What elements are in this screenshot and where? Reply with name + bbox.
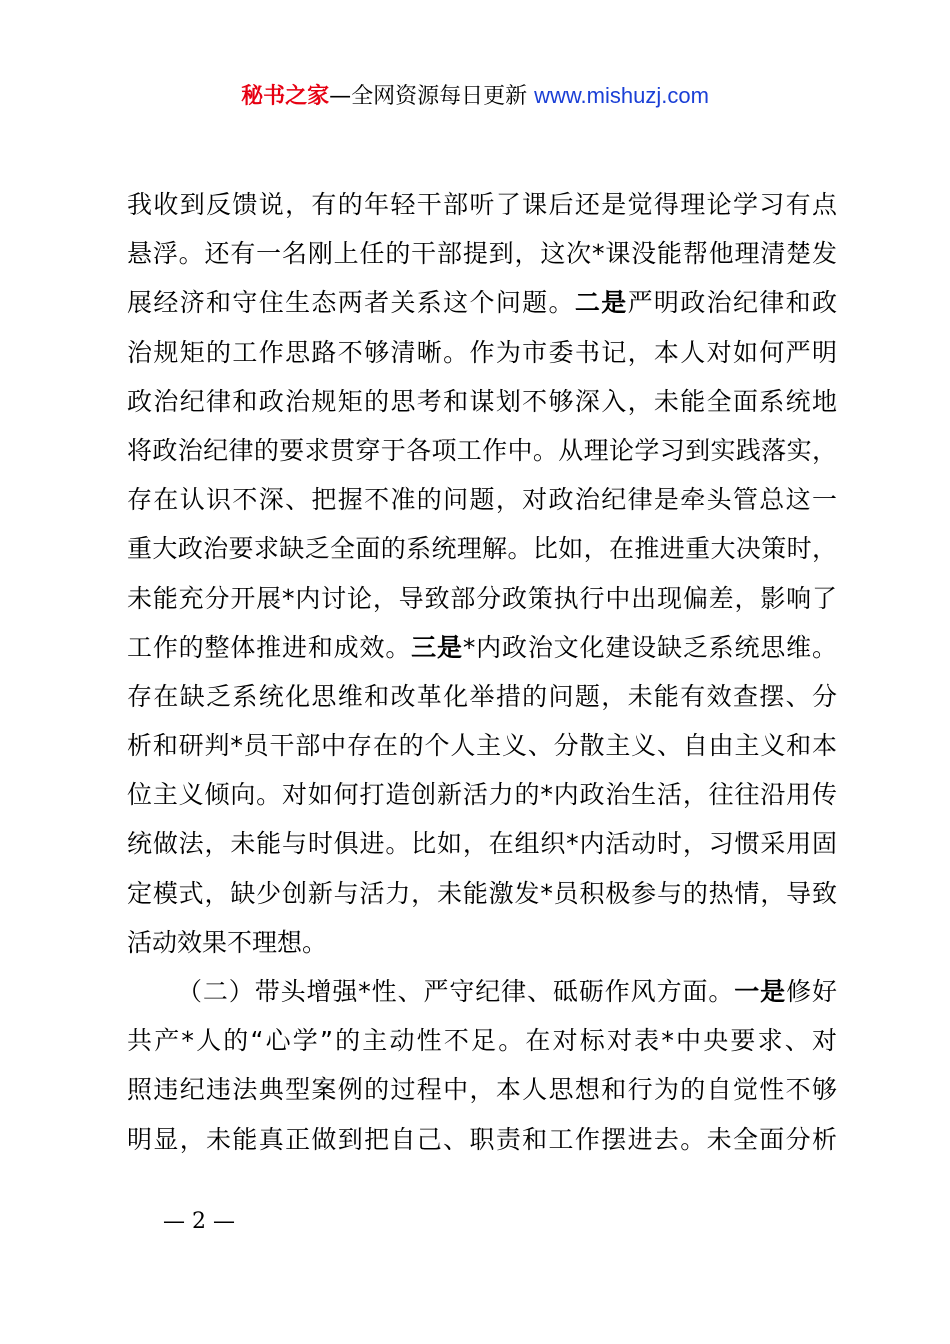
text-line: 未能充分开展*内讨论，导致部分政策执行中出现偏差，影响了	[127, 583, 837, 613]
document-body	[127, 180, 837, 1164]
text-line: 政治纪律和政治规矩的思考和谋划不够深入，未能全面系统地	[127, 386, 837, 416]
text-line: 将政治纪律的要求贯穿于各项工作中。从理论学习到实践落实，	[127, 435, 837, 465]
text-line: 照违纪违法典型案例的过程中，本人思想和行为的自觉性不够	[127, 1075, 837, 1105]
watermark-header	[0, 80, 950, 113]
text-line: 位主义倾向。对如何打造创新活力的*内政治生活，往往沿用传	[127, 780, 837, 810]
website-url: www.mishuzj.com	[534, 83, 709, 108]
text-line	[127, 278, 837, 327]
text-line: 悬浮。还有一名刚上任的干部提到，这次*课没能帮他理清楚发	[127, 239, 837, 269]
text-segment: 展经济和守住生态两者关系这个问题。	[127, 288, 575, 318]
text-segment: 工作的整体推进和成效。	[127, 632, 412, 662]
section-heading: （二）带头增强*性、严守纪律、砥砺作风方面。	[177, 977, 735, 1006]
text-line	[127, 967, 837, 1016]
text-line: 共产*人的“心学”的主动性不足。在对标对表*中央要求、对	[127, 1026, 837, 1056]
text-line: 析和研判*员干部中存在的个人主义、分散主义、自由主义和本	[127, 731, 837, 761]
text-line: 活动效果不理想。	[127, 927, 328, 957]
bold-marker: 一是	[734, 977, 787, 1006]
text-line: 存在认识不深、把握不准的问题，对政治纪律是牵头管总这一	[127, 485, 837, 515]
text-line: 重大政治要求缺乏全面的系统理解。比如，在推进重大决策时，	[127, 534, 837, 564]
page-number: — 2 —	[163, 1209, 235, 1234]
text-line: 定模式，缺少创新与活力，未能激发*员积极参与的热情，导致	[127, 878, 837, 908]
text-line: 存在缺乏系统化思维和改革化举措的问题，未能有效查摆、分	[127, 681, 837, 711]
text-line: 我收到反馈说，有的年轻干部听了课后还是觉得理论学习有点	[127, 190, 837, 219]
bold-marker: 二是	[574, 288, 628, 318]
text-line: 治规矩的工作思路不够清晰。作为市委书记，本人对如何严明	[127, 337, 837, 367]
text-segment: 修好	[786, 977, 837, 1006]
text-line: 明显，未能真正做到把自己、职责和工作摆进去。未全面分析	[127, 1124, 837, 1154]
header-tagline: —全网资源每日更新	[329, 84, 535, 109]
text-segment: *内政治文化建设缺乏系统思维。	[462, 632, 837, 662]
text-line	[127, 623, 837, 672]
bold-marker: 三是	[411, 632, 463, 662]
text-line: 统做法，未能与时俱进。比如，在组织*内活动时，习惯采用固	[127, 829, 837, 859]
brand-name: 秘书之家	[241, 84, 330, 109]
text-segment: 严明政治纪律和政	[627, 288, 837, 318]
